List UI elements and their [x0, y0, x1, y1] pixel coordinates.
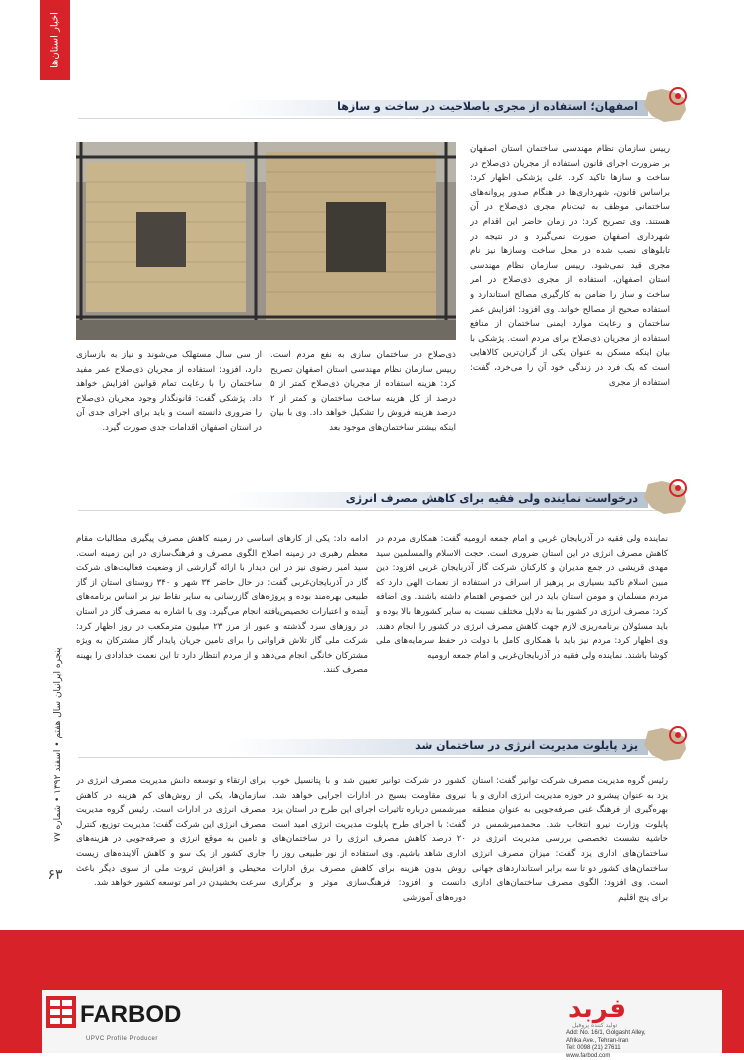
iran-map-icon [640, 725, 690, 763]
building-photo [76, 142, 456, 340]
article-3-column-3: برای ارتقاء و توسعه دانش مدیریت مصرف انرژی در سازمان‌ها، یکی از روش‌های کم هزینه در کاهش مصرف انرژی در ادارات است. رئیس گروه مدیریت مصرف انرژی این شرکت گفت: مدیریت توزیع، کنترل و تامین به موقع انرژی و صرفه‌جویی در هزینه‌های جاری کشور از یک سو و کاهش آلاینده‌های زیست محیطی و افزایش ثروت ملی از سوی دیگر باعث سرعت بخشیدن در امر توسعه کشور خواهد شد. [76, 774, 266, 924]
farbod-persian-tagline: تولید کننده پروفیل [572, 1022, 617, 1029]
article-2-header [78, 490, 668, 511]
article-2-column-right: نماینده ولی فقیه در آذربایجان غربی و امام جمعه ارومیه گفت: همکاری مردم در کاهش مصرف انرژی در این استان ضروری است. حجت الاسلام والمسلمین سید مهدی قریشی در جمع مدیران و کارکنان شرکت گاز آذربایجان غربی افزود: دین مبین اسلام تاکید بسیاری بر پرهیز از اسراف در استفاده از نعمات الهی دارد که مردم مسلمان و مومن استان باید در این خصوص اهتمام داشته باشند. وی اضافه کرد: مصرف انرژی در کشور بنا به دلایل مختلف نسبت به سایر کشورها بالا بوده و باید مسئولان برنامه‌ریزی لازم جهت کاهش مصرف انرژی در کشور را انجام دهند. وی اظهار کرد: مردم نیز باید با همکاری کامل با دولت در حفظ سرمایه‌های ملی کوشا باشند. نماینده ولی فقیه در آذربایجان‌غربی و امام جمعه ارومیه [376, 532, 668, 702]
article-1-column-right: رییس سازمان نظام مهندسی ساختمان استان اصفهان بر ضرورت اجرای قانون استفاده از مجریان ذی‌صلاح در ساخت و سازها تاکید کرد. علی پژشکی اظهار کرد: براساس قانون، شهرداری‌ها در هنگام صدور پروانه‌های ساختمانی موظف به ثبت‌نام مجری ذی‌صلاح در آن هستند. وی تصریح کرد: در زمان حاضر این اقدام در شهرداری اصفهان صورت نمی‌گیرد و در نتیجه در تابلوهای نصب شده در محل ساخت وسازها نیز نام مجری قید نمی‌شود. رییس سازمان نظام مهندسی استان اصفهان، استفاده از مجری ذی‌صلاح در امر ساخت و ساز را ضامن به کارگیری مصالح استاندارد و استفاده صحیح از مصالح خواند. وی افزود: افزایش عمر ساختمان و رعایت موارد ایمنی ساختمان از منافع استفاده از مجریان ذی‌صلاح برای مردم است. پژشکی با بیان اینکه مسکن به عنوان یکی از گران‌ترین کالاهایی است که یک فرد در زندگی خود آن را می‌خرد، گفت: استفاده از مجری [470, 142, 670, 448]
page-number: ۶۳ [38, 858, 72, 892]
iran-map-icon [640, 86, 690, 124]
contact-address [566, 1030, 646, 1060]
article-1-column-middle: ذی‌صلاح در ساختمان سازی به نفع مردم است. رییس سازمان نظام مهندسی استان اصفهان تصریح کرد: هزینه استفاده از مجریان ذی‌صلاح کمتر از ۵ درصد از کل هزینه ساخت ساختمان و کمتر از ۲ درصد هزینه فروش را تشکیل خواهد داد. وی با بیان اینکه بیشتر ساختمان‌های موجود بعد [270, 348, 456, 448]
address-line-1: Add: No. 16/1, Golgasht Alley, [566, 1030, 646, 1038]
article-1-title: اصفهان؛ استفاده از مجری باصلاحیت در ساخت و سازها [337, 100, 638, 113]
address-line-2: Afrika Ave., Tehran-Iran [566, 1038, 646, 1046]
farbod-persian-logo: فربد [568, 994, 626, 1024]
telephone: Tel: 0098 (21) 27611 [566, 1045, 646, 1053]
article-3-column-2: کشور در شرکت توانیر تعیین شد و با پتانسیل خوب نیروی مقاومت بسیج در ادارات اجرایی خواهد شد. میرشمس درباره تاثیرات اجرای این طرح در استان یزد گفت: با اجرای طرح پایلوت مدیریت انرژی امید است ۲۰ درصد کاهش مصرف انرژی را در ساختمان‌های اداری شاهد باشیم. وی استفاده از نور طبیعی روز را روش بدون هزینه برای کاهش مصرف برق ادارات دانست و افزود: فرهنگ‌سازی موثر و برگزاری دوره‌های آموزشی [272, 774, 466, 924]
farbod-logo [44, 992, 194, 1032]
farbod-tagline: UPVC Profile Producer [86, 1036, 158, 1042]
article-2-column-left: ادامه داد: یکی از کارهای اساسی در زمینه کاهش مصرف پیگیری مطالبات مقام معظم رهبری در زمینه اصلاح الگوی مصرف و فرهنگ‌سازی در این زمینه است. سید امیر رضوی نیز در این دیدار با ارائه گزارشی از وضعیت فعالیت‌های شرکت گاز در آذربایجان‌غربی گفت: در حال حاضر ۳۴ شهر و ۳۴۰ روستای استان از گاز طبیعی بهره‌مند بوده و پروژه‌های گازرسانی به سایر نقاط نیز بر اساس برنامه‌های آینده و اعتبارات تخصیص‌یافته انجام می‌گیرد. وی با اشاره به مصرف گاز در استان در روزهای سرد گذشته و عبور از مرز ۲۳ میلیون مترمکعب در روز اظهار کرد: شرکت ملی گاز تلاش فراوانی را برای تامین جریان پایدار گاز مشترکان به ویژه مشترکان خانگی انجام می‌دهد و از مردم انتظار دارد تا این نعمت خدادادی را بهینه مصرف کنند. [76, 532, 368, 702]
article-3-column-1: رئیس گروه مدیریت مصرف شرکت توانیر گفت: استان یزد به عنوان پیشرو در حوزه مدیریت انرژی اداری و با بهره‌گیری از فرهنگ غنی صرفه‌جویی به عنوان منطقه پایلوت وزارت نیرو انتخاب شد. محمدمیرشمس در حاشیه نشست تخصصی بررسی مدیریت انرژی در ساختمان‌های اداری یزد گفت: میزان مصرف انرژی ساختمان‌های کشور دو تا سه برابر استانداردهای جهانی است. وی افزود: الگوی مصرف ساختمان‌های اداری برای پنج اقلیم [472, 774, 668, 924]
website: www.farbod.com [566, 1053, 646, 1060]
article-1-column-left: از سی سال مستهلک می‌شوند و نیاز به بازسازی دارد، افزود: استفاده از مجریان ذی‌صلاح عمر مفید ساختمان را با رعایت تمام قوانین افزایش خواهد داد. پژشکی گفت: قانونگذار وجود مجریان ذی‌صلاح را ضروری دانسته است و باید برای اجرای جدی آن در استان اصفهان اقدامات جدی صورت گیرد. [76, 348, 262, 448]
article-3-title: یزد پایلوت مدیریت انرژی در ساختمان شد [415, 739, 638, 752]
farbod-wordmark: FARBOD [80, 1001, 181, 1028]
article-3-header [78, 737, 668, 758]
article-1-header [78, 98, 668, 119]
iran-map-icon [640, 478, 690, 516]
article-2-title: درخواست نماینده ولی فقیه برای کاهش مصرف انرژی [346, 492, 638, 505]
section-tab: اخبار استان‌ها [40, 0, 70, 80]
issue-caption: پنجره ایرانیان سال هفتم • اسفند ۱۳۹۲ • شماره ۷۷ [50, 640, 66, 850]
